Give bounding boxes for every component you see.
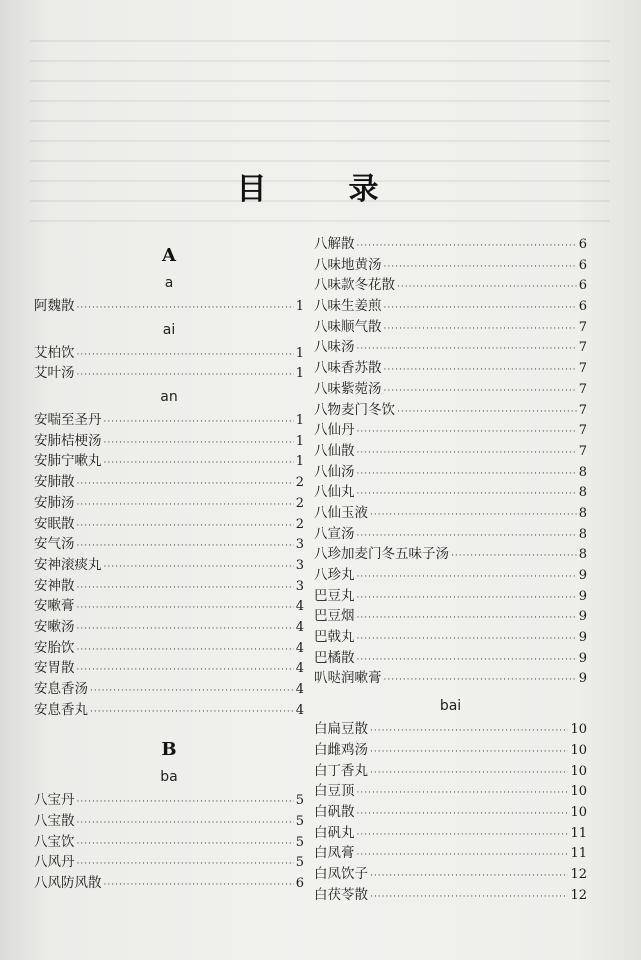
dot-leader xyxy=(357,567,577,588)
entry-page-number: 10 xyxy=(570,722,587,738)
dot-leader xyxy=(384,670,577,691)
dot-leader xyxy=(104,433,294,454)
toc-entry xyxy=(34,410,304,431)
entry-page-number: 12 xyxy=(570,887,587,903)
dot-leader xyxy=(77,474,294,495)
entry-page-number: 8 xyxy=(578,505,587,521)
entry-name: 八风防风散 xyxy=(34,875,102,892)
entry-page-number: 4 xyxy=(295,619,304,635)
dot-leader xyxy=(370,866,568,887)
toc-entry xyxy=(314,379,587,400)
entry-name: 安胎饮 xyxy=(34,639,75,656)
toc-entry xyxy=(34,832,304,853)
entry-name: 八珍加麦门冬五味子汤 xyxy=(314,546,449,563)
toc-entry xyxy=(314,719,587,740)
entry-name: 白扁豆散 xyxy=(314,721,368,738)
pinyin-heading-ba: ba xyxy=(160,769,178,786)
entry-name: 白矾散 xyxy=(314,803,355,820)
entry-name: 八宣汤 xyxy=(314,525,355,542)
entry-group-ba xyxy=(34,790,304,893)
entry-page-number: 2 xyxy=(295,495,304,511)
entry-page-number: 9 xyxy=(578,588,587,604)
toc-entry xyxy=(314,462,587,483)
page-title: 目 录 xyxy=(236,172,405,207)
entry-page-number: 6 xyxy=(578,257,587,273)
dot-leader xyxy=(77,660,294,681)
dot-leader xyxy=(104,453,294,474)
toc-entry xyxy=(314,565,587,586)
toc-entry xyxy=(314,781,587,802)
dot-leader xyxy=(384,298,577,319)
dot-leader xyxy=(77,640,294,661)
toc-column-left xyxy=(34,234,304,894)
entry-name: 安肺散 xyxy=(34,474,75,491)
dot-leader xyxy=(357,629,577,650)
toc-entry xyxy=(34,472,304,493)
dot-leader xyxy=(357,422,577,443)
dot-leader xyxy=(357,825,569,846)
toc-entry xyxy=(314,524,587,545)
dot-leader xyxy=(357,608,577,629)
entry-name: 八仙玉液 xyxy=(314,504,368,521)
dot-leader xyxy=(357,443,577,464)
entry-page-number: 4 xyxy=(295,682,304,697)
dot-leader xyxy=(451,546,577,567)
entry-name: 安神散 xyxy=(34,577,75,594)
entry-name: 艾柏饮 xyxy=(34,344,75,361)
entry-page-number: 11 xyxy=(570,825,587,841)
dot-leader xyxy=(77,792,294,813)
toc-entry xyxy=(34,638,304,659)
entry-page-number: 5 xyxy=(295,855,304,871)
toc-entry xyxy=(314,823,587,844)
entry-name: 安喘至圣丹 xyxy=(34,412,102,429)
entry-page-number: 4 xyxy=(295,640,304,656)
entry-name: 八味地黄汤 xyxy=(314,256,382,273)
entry-name: 白豆顶 xyxy=(314,783,355,800)
entry-name: 安神滚痰丸 xyxy=(34,556,102,573)
dot-leader xyxy=(77,619,294,640)
dot-leader xyxy=(357,339,577,360)
entry-group-a xyxy=(34,296,304,317)
toc-entry xyxy=(314,441,587,462)
entry-page-number: 3 xyxy=(295,578,304,594)
entry-name: 八味生姜煎 xyxy=(314,298,382,315)
toc-entry xyxy=(314,420,587,441)
entry-name: 叭哒润嗽膏 xyxy=(314,670,382,687)
entry-name: 八味香苏散 xyxy=(314,360,382,377)
dot-leader xyxy=(77,298,294,319)
dot-leader xyxy=(370,742,568,763)
dot-leader xyxy=(397,277,577,298)
dot-leader xyxy=(357,804,569,825)
entry-name: 安嗽汤 xyxy=(34,618,75,635)
toc-column-right xyxy=(314,234,587,905)
entry-name: 白矾丸 xyxy=(314,824,355,841)
entry-page-number: 5 xyxy=(295,814,304,830)
toc-entry xyxy=(314,843,587,864)
entry-page-number: 9 xyxy=(578,671,587,687)
dot-leader xyxy=(104,557,294,578)
dot-leader xyxy=(77,854,294,875)
dot-leader xyxy=(384,381,577,402)
dot-leader xyxy=(370,721,568,742)
entry-page-number: 7 xyxy=(578,381,587,397)
entry-page-number: 7 xyxy=(578,402,587,418)
dot-leader xyxy=(384,257,577,278)
dot-leader xyxy=(357,236,577,257)
toc-entry xyxy=(314,761,587,782)
entry-page-number: 7 xyxy=(578,423,587,439)
entry-page-number: 1 xyxy=(295,299,304,314)
section-letter-b: B xyxy=(161,739,177,761)
entry-name: 安肺宁嗽丸 xyxy=(34,453,102,470)
dot-leader xyxy=(370,763,568,784)
toc-entry xyxy=(314,275,587,296)
entry-name: 八味汤 xyxy=(314,339,355,356)
dot-leader xyxy=(370,887,568,908)
pinyin-heading-ai: ai xyxy=(162,321,176,338)
entry-name: 八仙散 xyxy=(314,442,355,459)
toc-entry xyxy=(314,586,587,607)
entry-name: 八味紫菀汤 xyxy=(314,380,382,397)
entry-name: 八宝散 xyxy=(34,813,75,830)
entry-name: 八仙丸 xyxy=(314,484,355,501)
entry-page-number: 7 xyxy=(578,340,587,356)
entry-name: 八味款冬花散 xyxy=(314,277,395,294)
dot-leader xyxy=(357,783,569,804)
entry-page-number: 7 xyxy=(578,361,587,377)
entry-page-number: 6 xyxy=(578,237,587,252)
entry-page-number: 3 xyxy=(295,537,304,553)
entry-name: 八仙汤 xyxy=(314,463,355,480)
toc-entry xyxy=(34,343,304,364)
entry-page-number: 4 xyxy=(295,661,304,677)
entry-name: 巴戟丸 xyxy=(314,629,355,646)
dot-leader xyxy=(357,484,577,505)
entry-name: 巴橘散 xyxy=(314,649,355,666)
dot-leader xyxy=(104,875,294,896)
toc-entry xyxy=(314,668,587,689)
toc-entry xyxy=(34,852,304,873)
toc-entry xyxy=(314,802,587,823)
toc-entry xyxy=(34,617,304,638)
toc-entry xyxy=(34,596,304,617)
dot-leader xyxy=(77,516,294,537)
dot-leader xyxy=(77,813,294,834)
entry-name: 八宝丹 xyxy=(34,792,75,809)
dot-leader xyxy=(384,360,577,381)
entry-page-number: 1 xyxy=(295,433,304,449)
entry-name: 八解散 xyxy=(314,236,355,252)
entry-page-number: 8 xyxy=(578,464,587,480)
entry-page-number: 6 xyxy=(295,876,304,892)
entry-name: 安胃散 xyxy=(34,660,75,677)
entry-page-number: 10 xyxy=(570,804,587,820)
entry-page-number: 2 xyxy=(295,475,304,491)
pinyin-heading-bai: bai xyxy=(439,698,462,715)
entry-name: 白雌鸡汤 xyxy=(314,741,368,758)
entry-page-number: 2 xyxy=(295,516,304,532)
entry-name: 巴豆丸 xyxy=(314,587,355,604)
entry-page-number: 1 xyxy=(295,366,304,382)
show-through-text xyxy=(30,40,610,240)
dot-leader xyxy=(370,505,577,526)
entry-page-number: 6 xyxy=(578,278,587,294)
entry-page-number: 3 xyxy=(295,557,304,573)
entry-page-number: 8 xyxy=(578,526,587,542)
dot-leader xyxy=(384,319,577,340)
dot-leader xyxy=(77,536,294,557)
entry-name: 白凤饮子 xyxy=(314,865,368,882)
entry-name: 安肺汤 xyxy=(34,494,75,511)
dot-leader xyxy=(77,598,294,619)
toc-entry xyxy=(314,482,587,503)
toc-entry xyxy=(34,514,304,535)
toc-entry xyxy=(34,296,304,317)
entry-page-number: 6 xyxy=(578,299,587,315)
entry-name: 白丁香丸 xyxy=(314,762,368,779)
entry-name: 安息香汤 xyxy=(34,681,88,697)
toc-entry xyxy=(314,885,587,906)
entry-page-number: 10 xyxy=(570,742,587,758)
entry-page-number: 8 xyxy=(578,547,587,563)
dot-leader xyxy=(357,526,577,547)
toc-entry xyxy=(314,255,587,276)
entry-group-ba-continued xyxy=(314,234,587,689)
toc-entry xyxy=(34,534,304,555)
entry-page-number: 7 xyxy=(578,443,587,459)
entry-group-bai xyxy=(314,719,587,905)
toc-entry xyxy=(34,555,304,576)
dot-leader xyxy=(357,845,569,866)
section-letter-a: A xyxy=(162,245,176,266)
toc-entry xyxy=(34,873,304,894)
entry-page-number: 11 xyxy=(570,846,587,862)
entry-page-number: 4 xyxy=(295,702,304,718)
entry-name: 八仙丹 xyxy=(314,422,355,439)
entry-name: 安肺桔梗汤 xyxy=(34,432,102,449)
toc-entry xyxy=(34,700,304,721)
toc-entry xyxy=(34,493,304,514)
entry-page-number: 8 xyxy=(578,485,587,501)
toc-entry xyxy=(314,864,587,885)
toc-entry xyxy=(34,790,304,811)
entry-name: 八物麦门冬饮 xyxy=(314,401,395,418)
toc-entry xyxy=(34,431,304,452)
entry-name: 阿魏散 xyxy=(34,298,75,314)
toc-entry xyxy=(314,740,587,761)
dot-leader xyxy=(357,464,577,485)
entry-name: 安息香丸 xyxy=(34,701,88,718)
toc-entry xyxy=(34,451,304,472)
toc-entry xyxy=(314,317,587,338)
toc-entry xyxy=(314,400,587,421)
dot-leader xyxy=(397,402,577,423)
dot-leader xyxy=(357,650,577,671)
dot-leader xyxy=(90,702,294,723)
toc-entry xyxy=(314,627,587,648)
toc-entry xyxy=(34,363,304,384)
dot-leader xyxy=(77,365,294,386)
entry-page-number: 9 xyxy=(578,568,587,583)
dot-leader xyxy=(104,412,294,433)
entry-name: 白茯苓散 xyxy=(314,886,368,903)
toc-entry xyxy=(314,544,587,565)
entry-page-number: 1 xyxy=(295,413,304,429)
toc-entry xyxy=(314,606,587,627)
entry-group-an xyxy=(34,410,304,720)
dot-leader xyxy=(90,681,294,702)
toc-entry xyxy=(34,679,304,700)
entry-name: 安眠散 xyxy=(34,515,75,532)
dot-leader xyxy=(77,495,294,516)
toc-entry xyxy=(314,234,587,255)
entry-name: 八宝饮 xyxy=(34,833,75,850)
dot-leader xyxy=(357,588,577,609)
entry-name: 八味顺气散 xyxy=(314,318,382,335)
entry-page-number: 10 xyxy=(570,763,587,779)
toc-entry xyxy=(314,358,587,379)
dot-leader xyxy=(77,578,294,599)
pinyin-heading-a: a xyxy=(164,275,174,291)
entry-name: 八珍丸 xyxy=(314,567,355,583)
entry-page-number: 5 xyxy=(295,834,304,850)
dot-leader xyxy=(77,834,294,855)
entry-page-number: 9 xyxy=(578,609,587,625)
entry-name: 白凤膏 xyxy=(314,845,355,862)
toc-entry xyxy=(314,296,587,317)
entry-page-number: 12 xyxy=(570,866,587,882)
toc-entry xyxy=(34,576,304,597)
toc-entry xyxy=(34,811,304,832)
entry-page-number: 4 xyxy=(295,599,304,615)
entry-name: 安嗽膏 xyxy=(34,598,75,615)
entry-page-number: 9 xyxy=(578,630,587,646)
entry-page-number: 10 xyxy=(570,784,587,800)
entry-page-number: 7 xyxy=(578,319,587,335)
dot-leader xyxy=(77,345,294,366)
entry-name: 安气汤 xyxy=(34,536,75,553)
entry-page-number: 1 xyxy=(295,345,304,361)
entry-name: 巴豆烟 xyxy=(314,608,355,625)
entry-page-number: 9 xyxy=(578,650,587,666)
entry-name: 八风丹 xyxy=(34,854,75,871)
entry-page-number: 5 xyxy=(295,793,304,809)
entry-page-number: 1 xyxy=(295,454,304,470)
toc-entry xyxy=(34,658,304,679)
toc-entry xyxy=(314,337,587,358)
toc-entry xyxy=(314,503,587,524)
entry-group-ai xyxy=(34,343,304,384)
entry-name: 艾叶汤 xyxy=(34,365,75,382)
toc-entry xyxy=(314,648,587,669)
pinyin-heading-an: an xyxy=(160,389,178,406)
